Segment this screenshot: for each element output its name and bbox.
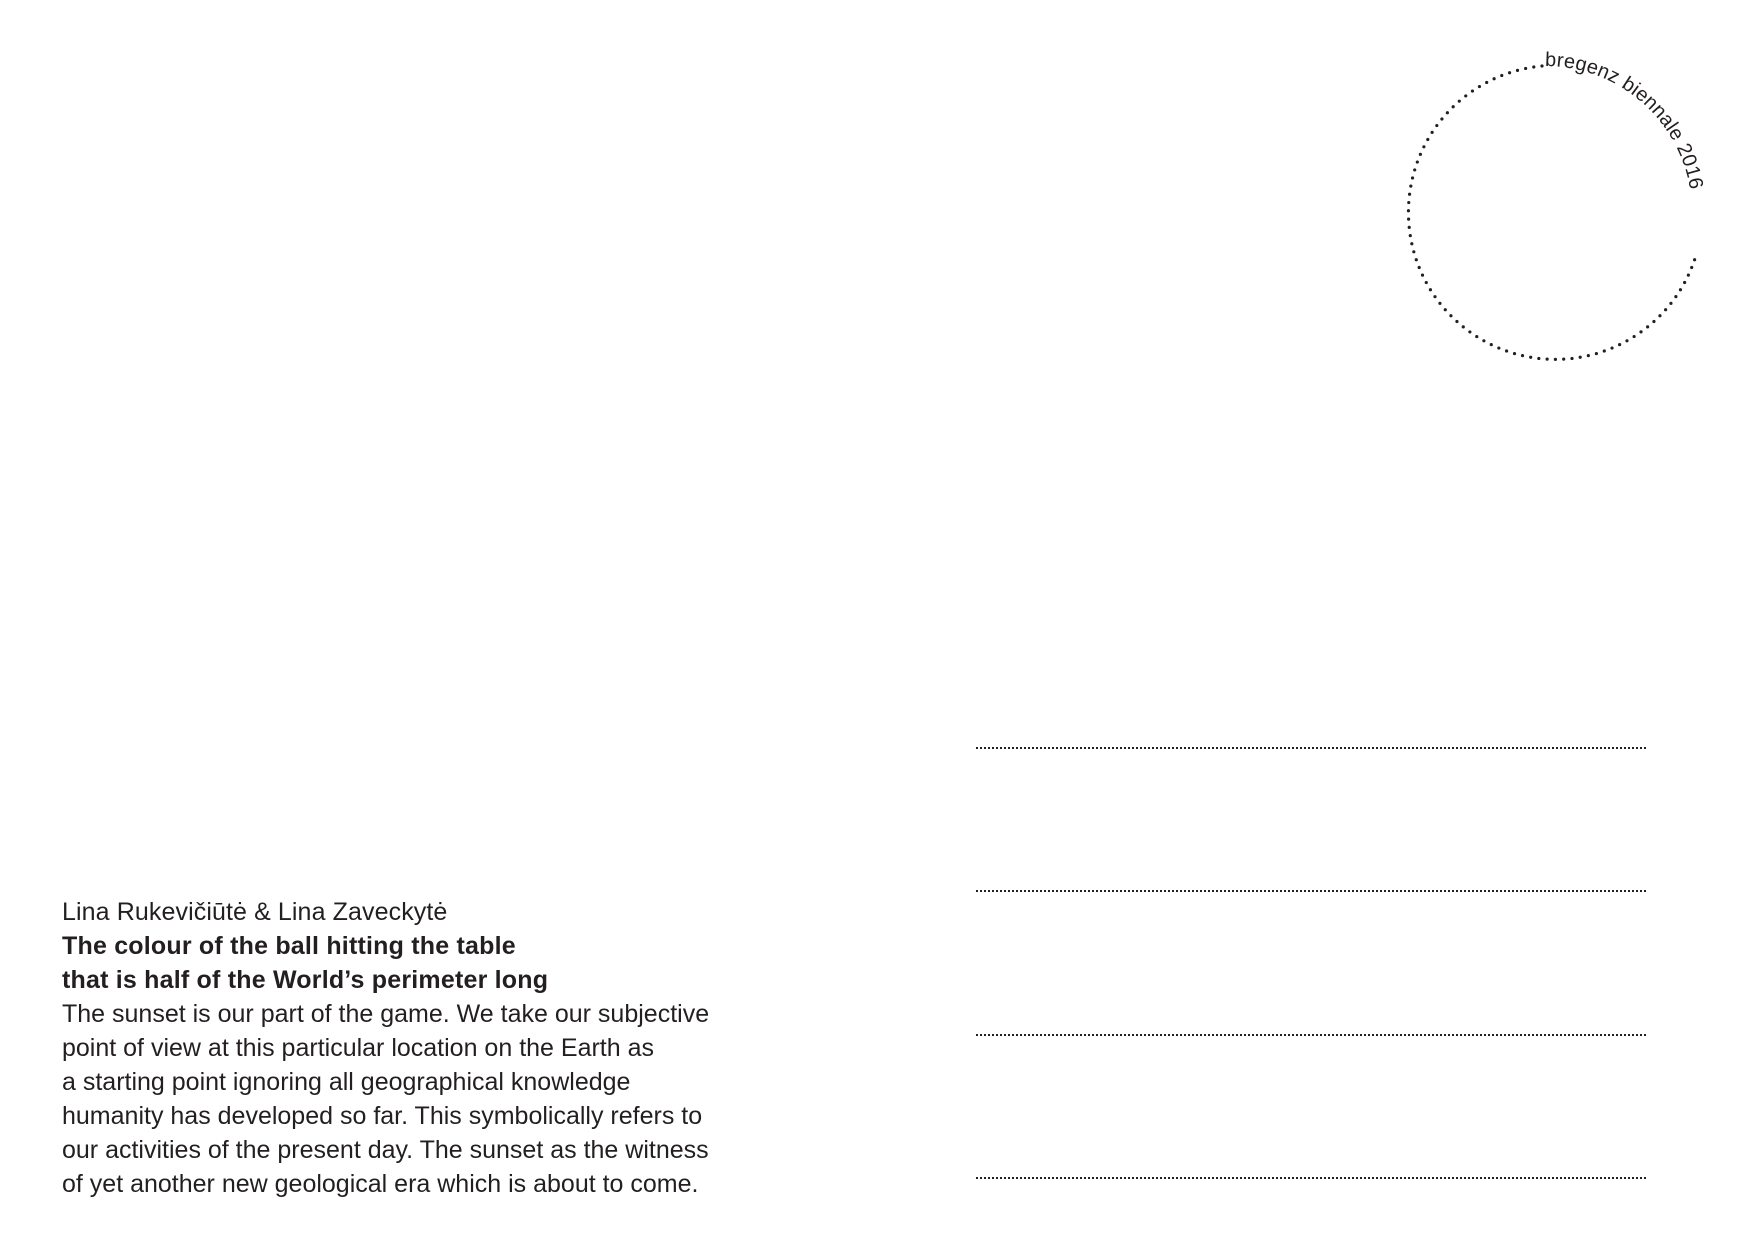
address-line <box>976 1177 1646 1179</box>
description-line: a starting point ignoring all geographical knowledge <box>62 1068 631 1096</box>
stamp-circle-graphic <box>1390 40 1720 370</box>
description-line: humanity has developed so far. This symbolically refers to <box>62 1102 703 1130</box>
work-title-line: The colour of the ball hitting the table <box>62 932 516 960</box>
description-line: of yet another new geological era which is about to come. <box>62 1170 699 1198</box>
artist-names: Lina Rukevičiūtė & Lina Zaveckytė <box>62 898 448 926</box>
stamp-label <box>1545 49 1707 191</box>
description-line: point of view at this particular location on the Earth as <box>62 1034 654 1062</box>
address-line <box>976 890 1646 892</box>
stamp-label-path: bregenz biennale 2016 <box>1544 48 1707 192</box>
caption-block <box>62 895 802 1201</box>
description-line: The sunset is our part of the game. We take our subjective <box>62 1000 710 1028</box>
address-line <box>976 1034 1646 1036</box>
description-line: our activities of the present day. The sunset as the witness <box>62 1136 709 1164</box>
stamp-circle <box>1390 40 1720 370</box>
address-line <box>976 747 1646 749</box>
work-title-line: that is half of the World’s perimeter long <box>62 966 549 994</box>
